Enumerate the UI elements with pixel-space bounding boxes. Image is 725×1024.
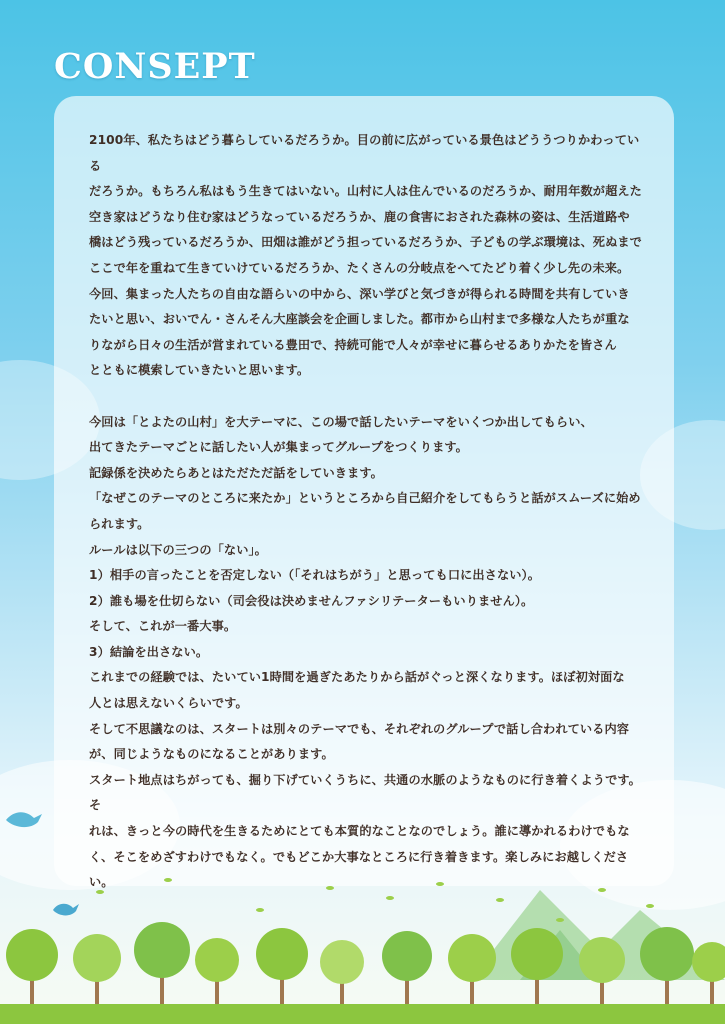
text-line: 記録係を決めたらあとはただただ話をしていきます。	[89, 465, 383, 480]
text-line: 今回、集まった人たちの自由な語らいの中から、深い学びと気づきが得られる時間を共有していき	[89, 286, 630, 301]
paragraph-rules	[89, 410, 649, 896]
text-line: ルールは以下の三つの「ない」。	[89, 542, 267, 557]
grass	[0, 1004, 725, 1024]
text-line: られます。	[89, 516, 150, 531]
paragraph-intro	[89, 128, 649, 384]
text-line: く、そこをめざすわけでもなく。でもどこか大事なところに行き着きます。楽しみにお越しください。	[89, 849, 629, 890]
body-text	[89, 128, 649, 896]
text-line: れは、きっと今の時代を生きるためにとても本質的なことなのでしょう。誰に導かれるわけでもな	[89, 824, 630, 839]
text-line: とともに模索していきたいと思います。	[89, 363, 310, 378]
text-line: そして、これが一番大事。	[89, 619, 237, 634]
text-line: ここで年を重ねて生きていけているだろうか、たくさんの分岐点をへてたどり着く少し先の未来。	[89, 260, 630, 275]
page-title: CONSEPT	[54, 46, 256, 87]
text-line: だろうか。もちろん私はもう生きてはいない。山村に人は住んでいるのだろうか、耐用年数が超えた	[89, 184, 642, 199]
text-line: 人とは思えないくらいです。	[89, 696, 248, 711]
text-line: 1）相手の言ったことを否定しない（「それはちがう」と思っても口に出さない）。	[89, 568, 541, 583]
text-line: 橋はどう残っているだろうか、田畑は誰がどう担っているだろうか、子どもの学ぶ環境は、死ぬまで	[89, 235, 642, 250]
text-line: これまでの経験では、たいてい1時間を過ぎたあたりから話がぐっと深くなります。ほぼ初対面な	[89, 670, 625, 685]
text-line: 出てきたテーマごとに話したい人が集まってグループをつくります。	[89, 440, 468, 455]
paragraph-spacer	[89, 384, 649, 410]
text-line: 3）結論を出さない。	[89, 644, 209, 659]
text-line: スタート地点はちがっても、掘り下げていくうちに、共通の水脈のようなものに行き着くようです。そ	[89, 772, 641, 813]
text-line: 空き家はどうなり住む家はどうなっているだろうか、鹿の食害におされた森林の姿は、生活道路や	[89, 209, 630, 224]
text-line: 今回は「とよたの山村」を大テーマに、この場で話したいテーマをいくつか出してもらい、	[89, 414, 593, 429]
leaves	[96, 878, 654, 922]
bird-icon	[4, 806, 44, 832]
text-line: たいと思い、おいでん・さんそん大座談会を企画しました。都市から山村まで多様な人たちが重な	[89, 312, 630, 327]
text-line: そして不思議なのは、スタートは別々のテーマでも、それぞれのグループで話し合われている内容	[89, 721, 630, 736]
text-line: 「なぜこのテーマのところに来たか」というところから自己紹介をしてもらうと話がスムーズに始め	[89, 491, 641, 506]
text-line: が、同じようなものになることがあります。	[89, 747, 334, 762]
text-line: 2）誰も場を仕切らない（司会役は決めませんファシリテーターもいりません）。	[89, 593, 534, 608]
forest-scene	[0, 870, 725, 1024]
text-line: りながら日々の生活が営まれている豊田で、持続可能で人々が幸せに暮らせるありかたを皆さん	[89, 337, 617, 352]
text-line: 2100年、私たちはどう暮らしているだろうか。目の前に広がっている景色はどううつりかわっている	[89, 133, 640, 173]
